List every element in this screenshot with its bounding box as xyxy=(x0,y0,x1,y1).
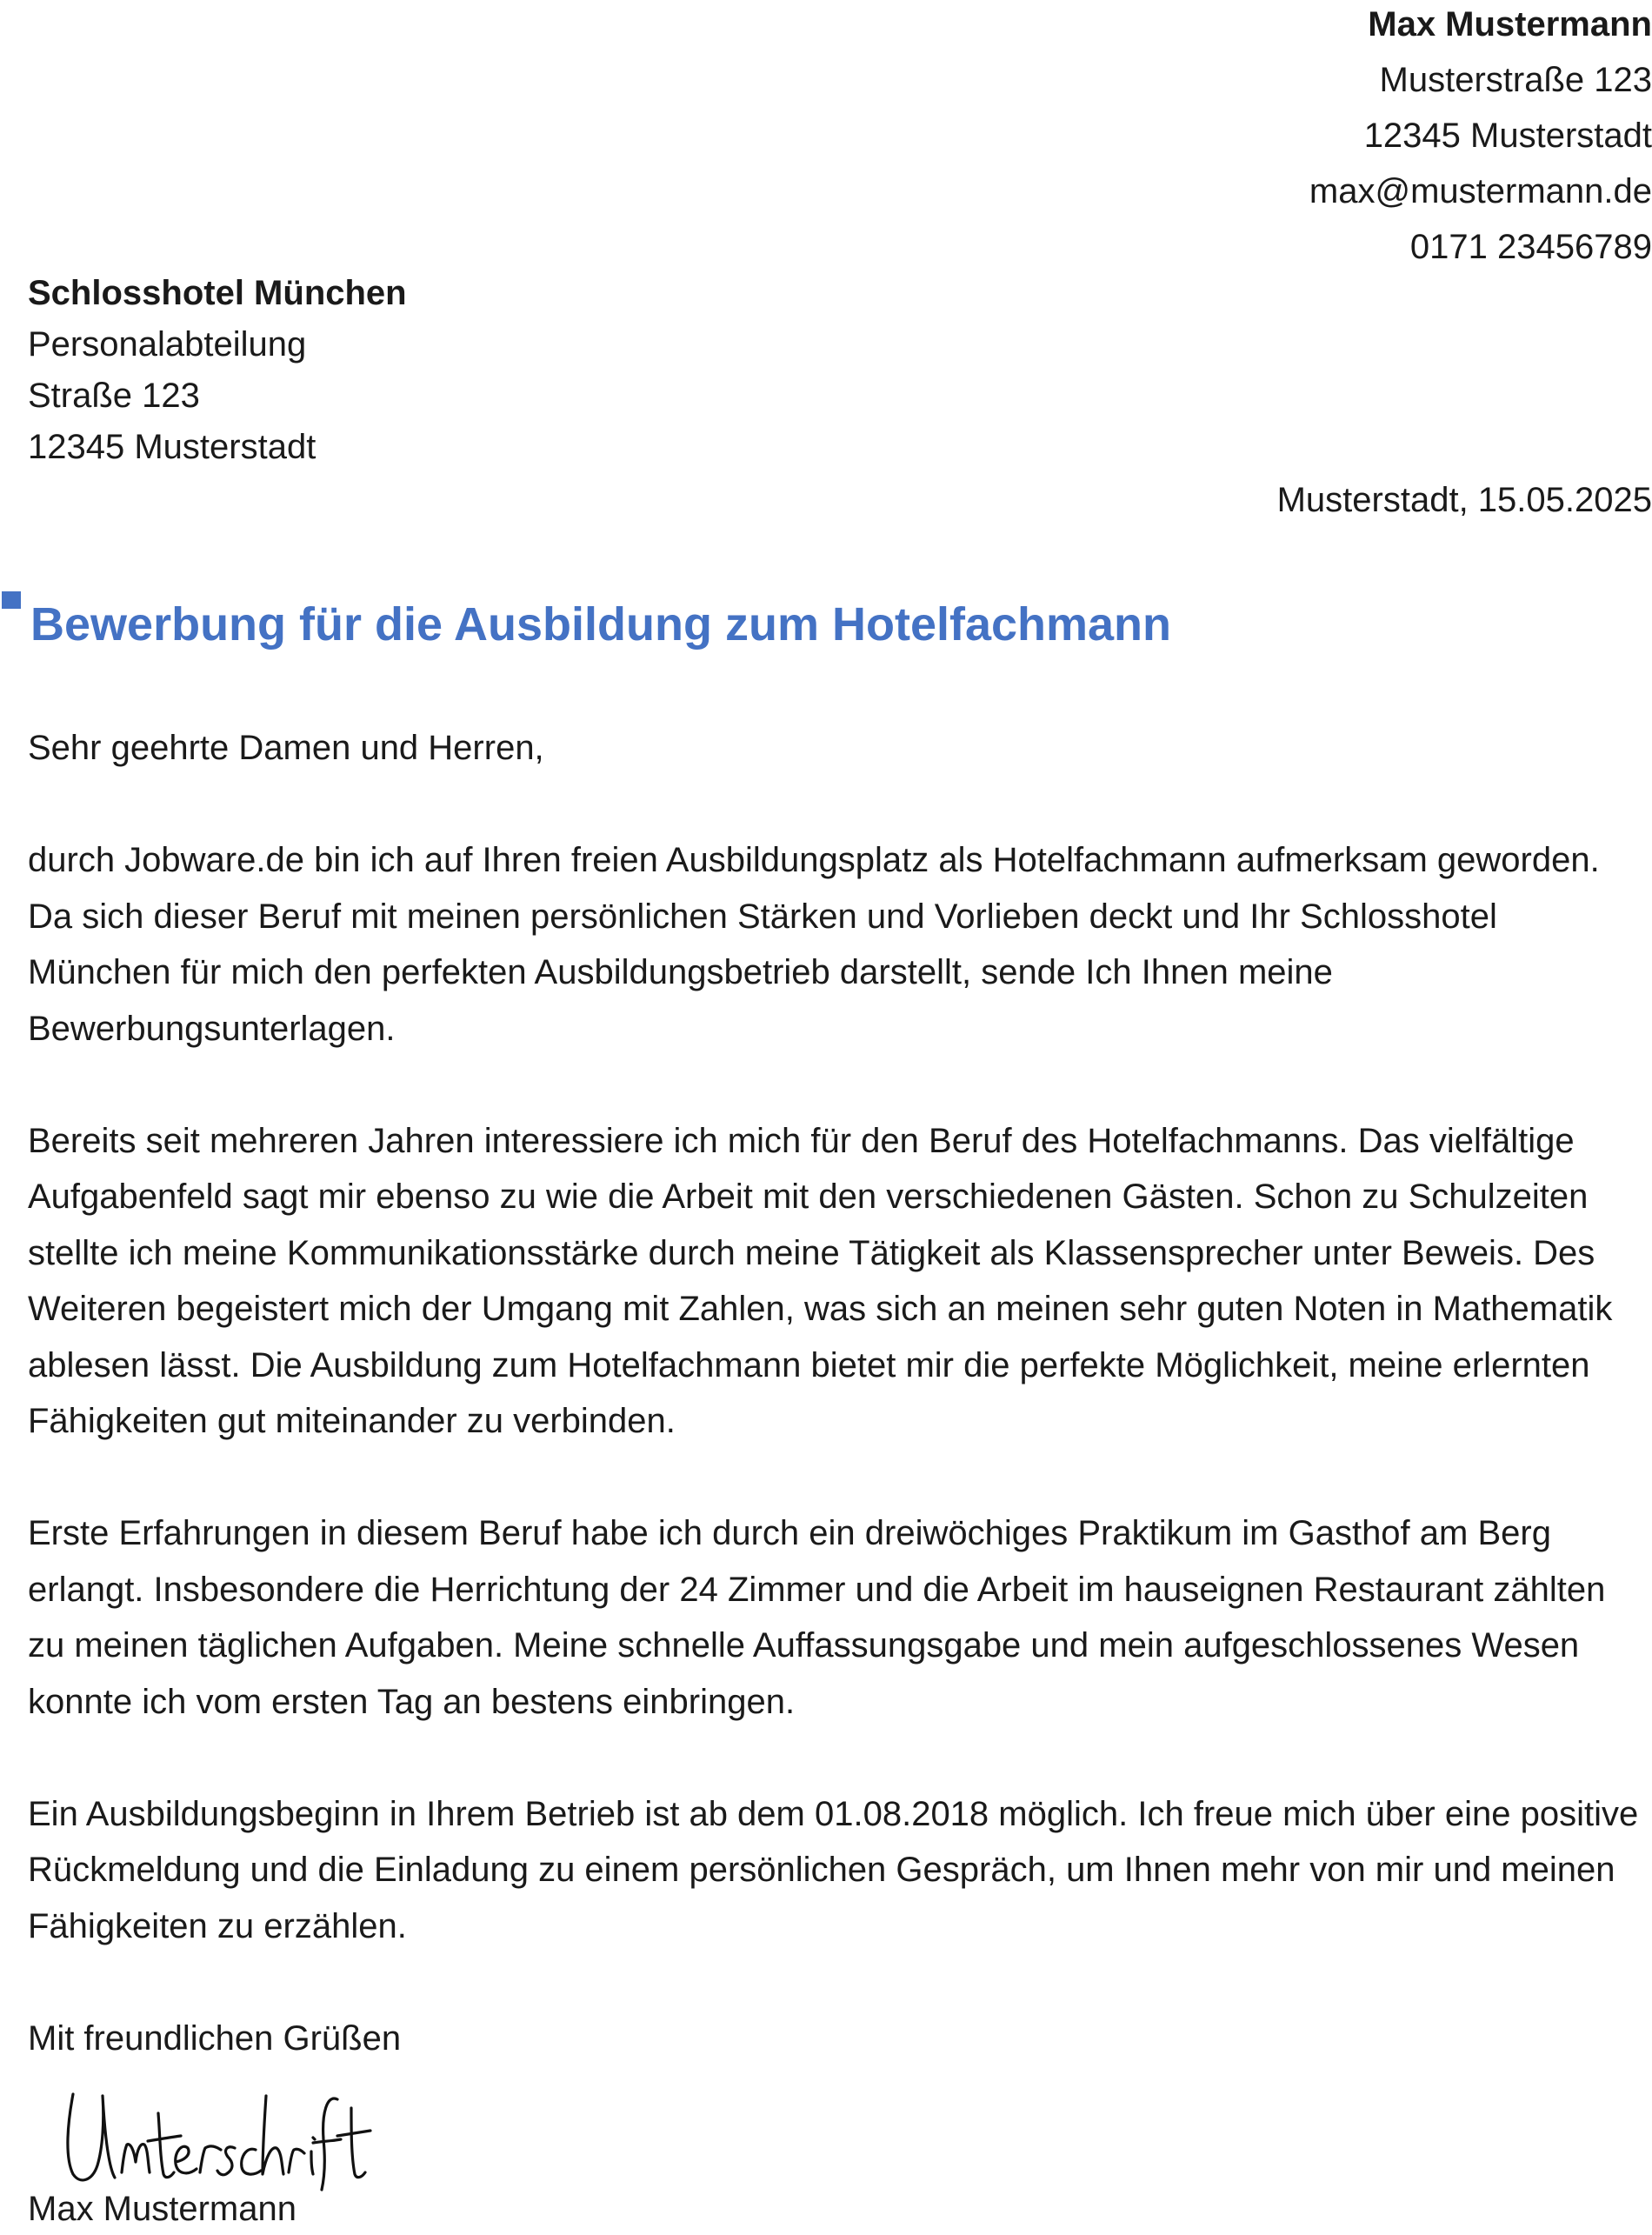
sender-name: Max Mustermann xyxy=(1368,5,1652,43)
sender-street: Musterstraße 123 xyxy=(1379,61,1652,99)
closing: Mit freundlichen Grüßen xyxy=(28,2018,402,2058)
signer-name: Max Mustermann xyxy=(28,2190,296,2228)
sender-address-block xyxy=(783,0,1652,275)
date-line: Musterstadt, 15.05.2025 xyxy=(1276,481,1652,519)
recipient-company: Schlosshotel München xyxy=(28,274,407,312)
salutation: Sehr geehrte Damen und Herren, xyxy=(28,729,544,767)
subject-heading: Bewerbung für die Ausbildung zum Hotelfachmann xyxy=(30,598,1172,650)
handwritten-signature xyxy=(61,2087,374,2192)
sender-phone: 0171 23456789 xyxy=(1409,228,1652,266)
body-paragraph: Erste Erfahrungen in diesem Beruf habe ich durch ein dreiwöchiges Praktikum im Gasthof am Berg erlangt. Insbesondere die Herrichtung der 24 Zimmer und die Arbeit im hauseignen Restaurant zählten zu meinen täglichen Aufgaben. Meine schnelle Auffassungsgabe und mein aufgeschlossenes Wesen konnte ich vom ersten Tag an bestens einbringen. xyxy=(28,1514,1606,1721)
letter-body xyxy=(28,720,1649,2066)
body-paragraph: Ein Ausbildungsbeginn in Ihrem Betrieb ist ab dem 01.08.2018 möglich. Ich freue mich über eine positive Rückmeldung und die Einladung zu einem persönlichen Gespräch, um Ihnen mehr von mir und meinen Fähigkeiten zu erzählen. xyxy=(28,1794,1639,1945)
recipient-city: 12345 Musterstadt xyxy=(28,428,316,466)
recipient-street: Straße 123 xyxy=(28,377,200,415)
recipient-address-block xyxy=(28,268,407,473)
sender-email: max@mustermann.de xyxy=(1309,172,1652,210)
body-paragraph: Bereits seit mehreren Jahren interessiere ich mich für den Beruf des Hotelfachmanns. Das vielfältige Aufgabenfeld sagt mir ebenso zu wie die Arbeit mit den verschiedenen Gästen. Schon zu Schulzeiten stellte ich meine Kommunikationsstärke durch meine Tätigkeit als Klassensprecher unter Beweis. Des Weiteren begeistert mich der Umgang mit Zahlen, was sich an meinen sehr guten Noten in Mathematik ablesen lässt. Die Ausbildung zum Hotelfachmann bietet mir die perfekte Möglichkeit, meine erlernten Fähigkeiten gut miteinander zu verbinden. xyxy=(28,1121,1613,1440)
recipient-department: Personalabteilung xyxy=(28,325,307,364)
heading-marker-icon xyxy=(2,591,21,609)
sender-city: 12345 Musterstadt xyxy=(1363,117,1652,155)
body-paragraph: durch Jobware.de bin ich auf Ihren freien Ausbildungsplatz als Hotelfachmann aufmerksam geworden. Da sich dieser Beruf mit meinen persönlichen Stärken und Vorlieben deckt und Ihr Schlosshotel München für mich den perfekten Ausbildungsbetrieb darstellt, sende Ich Ihnen meine Bewerbungsunterlagen. xyxy=(28,841,1600,1048)
